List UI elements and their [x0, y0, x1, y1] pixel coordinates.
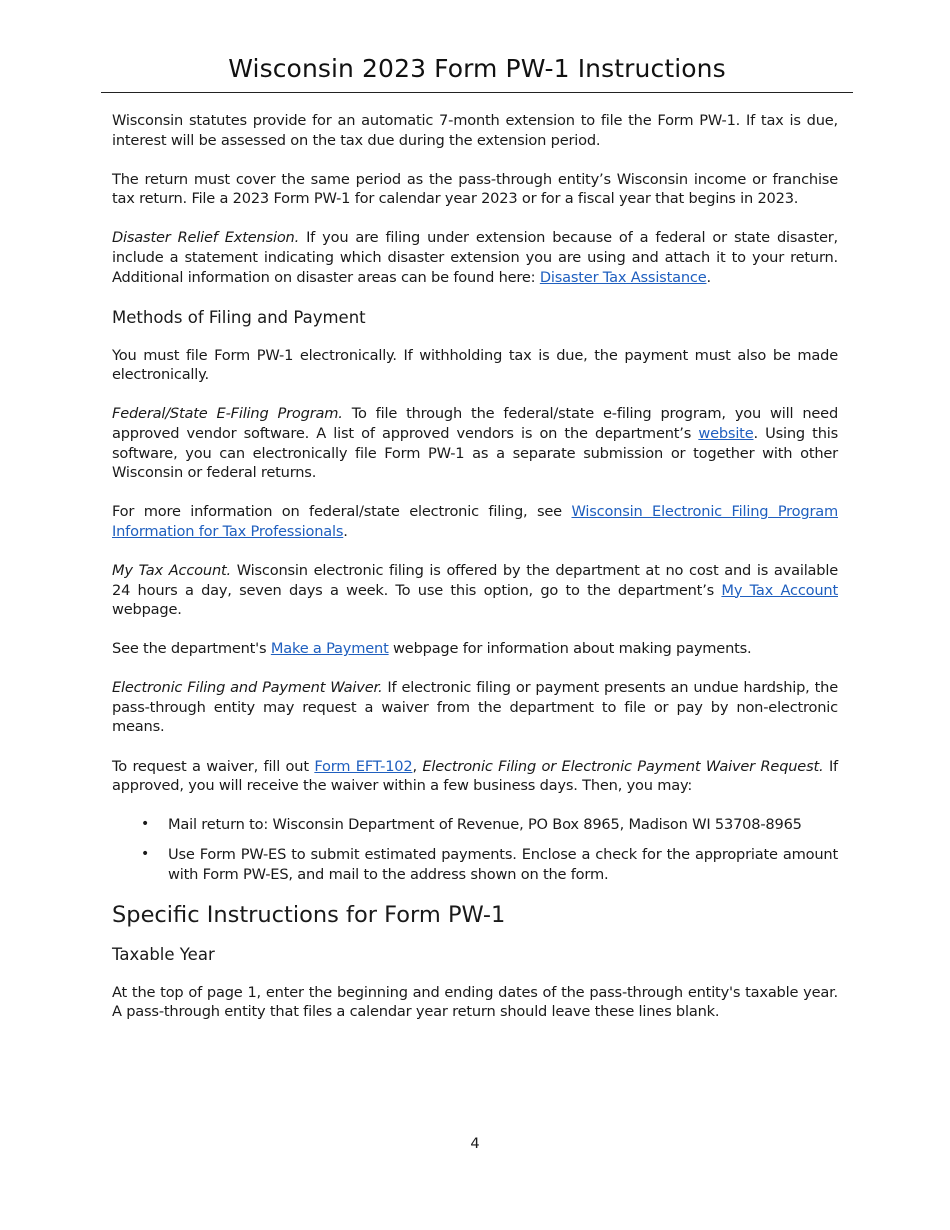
make-payment-after: webpage for information about making payments.: [388, 640, 752, 658]
page-header: [101, 52, 853, 93]
make-a-payment-link[interactable]: Make a Payment: [270, 640, 389, 658]
page-number: 4: [470, 1135, 480, 1152]
disaster-relief-after: .: [706, 268, 711, 286]
my-tax-account-lead: My Tax Account.: [112, 561, 231, 579]
bullet-icon: •: [141, 816, 150, 833]
paragraph-request-waiver: [112, 757, 838, 796]
make-payment-text: See the department's: [112, 640, 271, 658]
paragraph-electronic-required: You must file Form PW-1 electronically. If withholding tax is due, the payment must also be made electronically.: [112, 346, 838, 384]
paragraph-extension: Wisconsin statutes provide for an automatic 7-month extension to file the Form PW-1. If tax is due, interest will be assessed on the tax due during the extension period.: [112, 112, 838, 149]
request-waiver-after: If approved, you will receive the waiver within a few business days. Then, you may:: [112, 757, 838, 795]
paragraph-waiver: [112, 678, 838, 737]
list-item-text: Mail return to: Wisconsin Department of Revenue, PO Box 8965, Madison WI 53708-8965: [168, 816, 802, 834]
efile-program-lead: Federal/State E-Filing Program.: [112, 405, 343, 423]
document-body: [112, 111, 838, 1041]
list-item: [141, 815, 838, 835]
disaster-relief-text: If you are filing under extension because of a federal or state disaster, include a statement indicating which disaster extension you are using and attach it to your return. Additional information on disaster areas can be found here:: [112, 229, 838, 286]
list-item: [141, 845, 838, 884]
paragraph-disaster-relief: [112, 228, 838, 287]
form-eft-102-link[interactable]: Form EFT-102: [314, 757, 413, 775]
waiver-form-title: Electronic Filing or Electronic Payment Waiver Request.: [422, 757, 824, 775]
paragraph-make-payment: [112, 639, 838, 659]
efile-program-info-link[interactable]: Wisconsin Electronic Filing Program Information for Tax Professionals: [112, 503, 839, 540]
efile-program-text: To file through the federal/state e-filing program, you will need approved vendor software. A list of approved vendors is on the department’s: [112, 405, 839, 442]
paragraph-taxable-year: At the top of page 1, enter the beginning and ending dates of the pass-through entity's taxable year. A pass-through entity that files a calendar year return should leave these lines blank.: [112, 983, 838, 1021]
list-item-text: Use Form PW-ES to submit estimated payments. Enclose a check for the appropriate amount with Form PW-ES, and mail to the address shown on the form.: [168, 846, 838, 883]
disaster-relief-lead: Disaster Relief Extension.: [112, 229, 300, 247]
paragraph-my-tax-account: [112, 561, 838, 620]
website-link[interactable]: website: [698, 424, 754, 442]
my-tax-account-text: Wisconsin electronic filing is offered by the department at no cost and is available 24 hours a day, seven days a week. To use this option, go to the department’s: [112, 561, 838, 599]
request-waiver-text: To request a waiver, fill out: [112, 757, 315, 775]
heading-methods-of-filing: Methods of Filing and Payment: [112, 307, 366, 327]
more-info-text: For more information on federal/state electronic filing, see: [112, 503, 572, 521]
paragraph-efile-program: [112, 404, 838, 482]
my-tax-account-link[interactable]: My Tax Account: [721, 581, 838, 599]
paragraph-more-info: [112, 502, 838, 541]
bullet-icon: •: [141, 846, 150, 863]
disaster-tax-assistance-link[interactable]: Disaster Tax Assistance: [539, 268, 707, 286]
heading-taxable-year: Taxable Year: [112, 944, 215, 964]
page-title: Wisconsin 2023 Form PW-1 Instructions: [228, 54, 726, 83]
my-tax-account-after: webpage.: [112, 601, 182, 619]
waiver-lead: Electronic Filing and Payment Waiver.: [112, 679, 383, 697]
efile-program-after: . Using this software, you can electronically file Form PW-1 as a separate submission or together with other Wisconsin or federal returns.: [112, 424, 838, 482]
heading-specific-instructions: Specific Instructions for Form PW-1: [112, 901, 506, 928]
more-info-after: .: [343, 522, 348, 540]
paragraph-period: The return must cover the same period as the pass-through entity’s Wisconsin income or franchise tax return. File a 2023 Form PW-1 for calendar year 2023 or for a fiscal year that begins in 2023.: [112, 170, 838, 208]
request-waiver-comma: ,: [412, 757, 423, 775]
waiver-text: If electronic filing or payment presents an undue hardship, the pass-through entity may request a waiver from the department to file or pay by non-electronic means.: [112, 679, 838, 736]
waiver-options-list: [112, 815, 838, 884]
